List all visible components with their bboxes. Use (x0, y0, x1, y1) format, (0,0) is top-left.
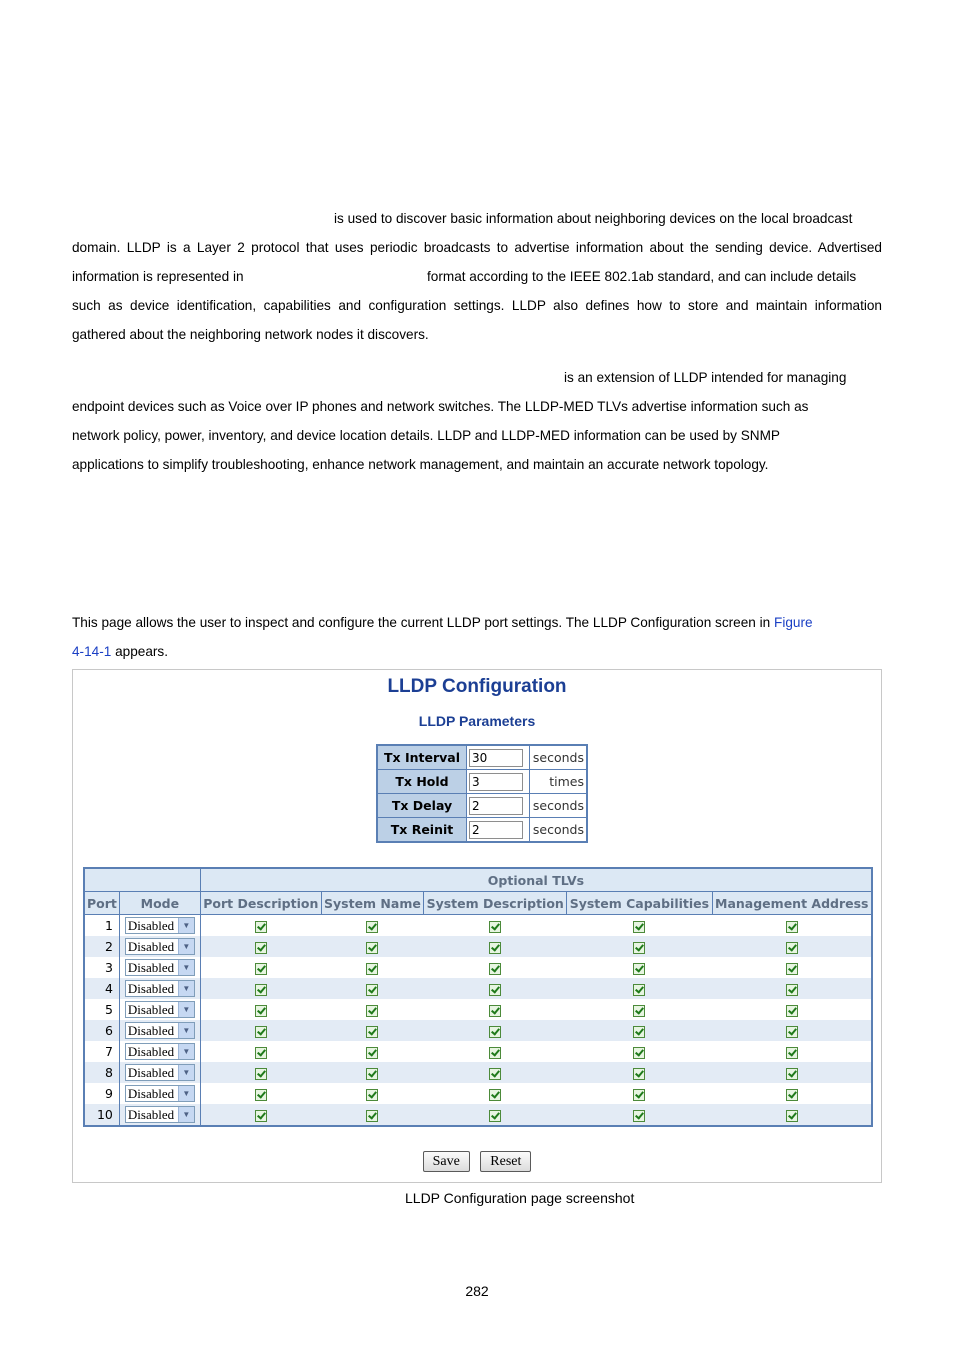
tlv-cell (567, 978, 712, 999)
port-number: 8 (84, 1062, 119, 1083)
param-row (377, 745, 587, 770)
port-number: 6 (84, 1020, 119, 1041)
param-unit: seconds (530, 794, 588, 818)
optional-tlvs-header: Optional TLVs (200, 868, 872, 892)
system-description-checkbox[interactable] (489, 942, 501, 954)
port-number: 10 (84, 1104, 119, 1126)
column-header: Mode (119, 892, 200, 915)
page-number: 282 (465, 1283, 489, 1299)
tlv-cell (424, 978, 567, 999)
column-header: System Name (321, 892, 423, 915)
chevron-down-icon: ▼ (178, 1044, 194, 1059)
tlv-cell (424, 957, 567, 978)
mode-select[interactable] (125, 1085, 195, 1102)
table-row (84, 999, 872, 1020)
tlv-cell (567, 1083, 712, 1104)
tlv-cell (712, 1062, 872, 1083)
tlv-cell (200, 1020, 321, 1041)
tlv-cell (567, 1062, 712, 1083)
mode-cell (119, 999, 200, 1020)
tlv-cell (424, 1041, 567, 1062)
tlv-cell (321, 957, 423, 978)
port-description-checkbox[interactable] (255, 1047, 267, 1059)
port-number: 3 (84, 957, 119, 978)
med-line-3: network policy, power, inventory, and device location details. LLDP and LLDP-MED information can be used by SNMP (72, 428, 780, 443)
med-line-1: is an extension of LLDP intended for managing (564, 370, 847, 385)
table-column-header-row (84, 892, 872, 915)
system-capabilities-checkbox[interactable] (633, 1005, 645, 1017)
system-description-checkbox[interactable] (489, 1005, 501, 1017)
tlv-cell (424, 1083, 567, 1104)
tlv-cell (424, 1020, 567, 1041)
mode-select[interactable] (125, 1022, 195, 1039)
system-description-checkbox[interactable] (489, 1026, 501, 1038)
mode-cell (119, 1020, 200, 1041)
figure-caption: LLDP Configuration page screenshot (405, 1190, 635, 1206)
tlv-cell (321, 1041, 423, 1062)
mode-cell (119, 1083, 200, 1104)
tlv-cell (321, 1020, 423, 1041)
intro-line-3-suffix: format according to the IEEE 802.1ab standard, and can include details (427, 269, 857, 284)
tlv-cell (712, 999, 872, 1020)
param-unit: times (530, 770, 588, 794)
system-name-checkbox[interactable] (366, 1110, 378, 1122)
port-number: 9 (84, 1083, 119, 1104)
mode-select[interactable] (125, 917, 195, 934)
tlv-cell (200, 978, 321, 999)
system-name-checkbox[interactable] (366, 1047, 378, 1059)
param-row (377, 770, 587, 794)
mode-cell (119, 978, 200, 999)
mode-cell (119, 957, 200, 978)
port-number: 2 (84, 936, 119, 957)
tlv-cell (200, 915, 321, 937)
mode-select[interactable] (125, 1064, 195, 1081)
blank-group-header (84, 868, 200, 892)
mode-select[interactable] (125, 938, 195, 955)
tlv-cell (424, 1062, 567, 1083)
tlv-cell (424, 936, 567, 957)
column-header: Port (84, 892, 119, 915)
system-description-checkbox[interactable] (489, 1110, 501, 1122)
column-header: Management Address (712, 892, 872, 915)
tlv-cell (567, 999, 712, 1020)
management-address-checkbox[interactable] (786, 963, 798, 975)
button-bar (73, 1151, 881, 1172)
system-name-checkbox[interactable] (366, 1068, 378, 1080)
chevron-down-icon: ▼ (178, 1023, 194, 1038)
tlv-cell (321, 915, 423, 937)
port-description-checkbox[interactable] (255, 963, 267, 975)
mode-value: Disabled (127, 1064, 175, 1080)
management-address-checkbox[interactable] (786, 1005, 798, 1017)
param-input-cell (467, 818, 530, 843)
chevron-down-icon: ▼ (178, 960, 194, 975)
tlv-cell (567, 936, 712, 957)
param-input[interactable]: 2 (469, 797, 523, 815)
mode-cell (119, 936, 200, 957)
mode-value: Disabled (127, 1001, 175, 1017)
system-capabilities-checkbox[interactable] (633, 1089, 645, 1101)
parameters-subtitle: LLDP Parameters (418, 713, 536, 729)
mode-value: Disabled (127, 938, 175, 954)
mode-select[interactable] (125, 980, 195, 997)
intro-line-3 (72, 262, 882, 291)
tlv-cell (712, 936, 872, 957)
param-unit: seconds (530, 745, 588, 770)
mode-value: Disabled (127, 1022, 175, 1038)
lldp-intro-paragraph (72, 204, 882, 349)
tlv-cell (321, 936, 423, 957)
system-name-checkbox[interactable] (366, 1005, 378, 1017)
tlv-cell (321, 978, 423, 999)
figure-link-b[interactable]: 4-14-1 (72, 644, 112, 659)
system-description-checkbox[interactable] (489, 1089, 501, 1101)
tlv-cell (200, 1041, 321, 1062)
system-name-checkbox[interactable] (366, 942, 378, 954)
param-input-cell (467, 745, 530, 770)
port-number: 4 (84, 978, 119, 999)
system-description-checkbox[interactable] (489, 1047, 501, 1059)
tlv-cell (321, 1062, 423, 1083)
table-row (84, 957, 872, 978)
table-row (84, 915, 872, 937)
column-header: Port Description (200, 892, 321, 915)
tlv-cell (321, 999, 423, 1020)
port-description-checkbox[interactable] (255, 984, 267, 996)
column-header: System Description (424, 892, 567, 915)
screenshot-frame (72, 669, 882, 1183)
mode-value: Disabled (127, 1085, 175, 1101)
port-description-checkbox[interactable] (255, 1089, 267, 1101)
page-intro-line-2 (72, 637, 882, 666)
system-description-checkbox[interactable] (489, 984, 501, 996)
system-name-checkbox[interactable] (366, 1026, 378, 1038)
port-description-checkbox[interactable] (255, 921, 267, 933)
table-row (84, 1104, 872, 1126)
system-capabilities-checkbox[interactable] (633, 1026, 645, 1038)
tlv-cell (424, 915, 567, 937)
table-row (84, 936, 872, 957)
intro-line-5: gathered about the neighboring network nodes it discovers. (72, 327, 429, 342)
param-unit: seconds (530, 818, 588, 843)
system-name-checkbox[interactable] (366, 984, 378, 996)
intro-line-2: domain. LLDP is a Layer 2 protocol that uses periodic broadcasts to advertise information about the sending device. Advertised (72, 240, 882, 255)
mode-cell (119, 1104, 200, 1126)
lldp-med-paragraph (72, 363, 882, 479)
tlv-cell (712, 1104, 872, 1126)
tlv-cell (567, 1104, 712, 1126)
table-row (84, 1062, 872, 1083)
table-row (84, 978, 872, 999)
param-input-cell (467, 794, 530, 818)
system-capabilities-checkbox[interactable] (633, 984, 645, 996)
tlv-cell (200, 999, 321, 1020)
save-button[interactable]: Save (423, 1151, 470, 1172)
param-input[interactable]: 30 (469, 749, 523, 767)
management-address-checkbox[interactable] (786, 1026, 798, 1038)
table-row (84, 1041, 872, 1062)
port-number: 1 (84, 915, 119, 937)
param-row (377, 794, 587, 818)
mode-value: Disabled (127, 959, 175, 975)
tlv-cell (321, 1104, 423, 1126)
chevron-down-icon: ▼ (178, 1086, 194, 1101)
management-address-checkbox[interactable] (786, 942, 798, 954)
tlv-cell (567, 915, 712, 937)
chevron-down-icon: ▼ (178, 939, 194, 954)
tlv-cell (424, 999, 567, 1020)
reset-button[interactable]: Reset (480, 1151, 531, 1172)
mode-select[interactable] (125, 959, 195, 976)
lldp-parameters-table (376, 744, 588, 843)
chevron-down-icon: ▼ (178, 1002, 194, 1017)
port-description-checkbox[interactable] (255, 1068, 267, 1080)
mode-cell (119, 1041, 200, 1062)
figure-link-a[interactable]: Figure (774, 615, 813, 630)
system-description-checkbox[interactable] (489, 1068, 501, 1080)
page-intro-tail: appears. (115, 644, 168, 659)
page-title: LLDP Configuration (387, 676, 567, 697)
tlv-cell (567, 957, 712, 978)
tlv-cell (567, 1020, 712, 1041)
tlv-cell (200, 1083, 321, 1104)
tlv-cell (200, 1104, 321, 1126)
chevron-down-icon: ▼ (178, 918, 194, 933)
system-description-checkbox[interactable] (489, 963, 501, 975)
mode-value: Disabled (127, 980, 175, 996)
med-line-4: applications to simplify troubleshooting, enhance network management, and maintain an accurate network topology. (72, 457, 769, 472)
param-label: Tx Reinit (377, 818, 467, 843)
system-name-checkbox[interactable] (366, 1089, 378, 1101)
intro-line-3-prefix: information is represented in (72, 269, 244, 284)
tlv-cell (200, 1062, 321, 1083)
chevron-down-icon: ▼ (178, 1107, 194, 1122)
tlv-cell (321, 1083, 423, 1104)
mode-value: Disabled (127, 1106, 175, 1122)
tlv-cell (567, 1041, 712, 1062)
tlv-cell (712, 1041, 872, 1062)
mode-select[interactable] (125, 1043, 195, 1060)
page-intro-text: This page allows the user to inspect and configure the current LLDP port settings. The LLDP Configuration screen in (72, 615, 771, 630)
mode-value: Disabled (127, 917, 175, 933)
system-capabilities-checkbox[interactable] (633, 1068, 645, 1080)
tlv-cell (712, 1020, 872, 1041)
param-label: Tx Hold (377, 770, 467, 794)
system-capabilities-checkbox[interactable] (633, 1047, 645, 1059)
tlv-cell (712, 1083, 872, 1104)
tlv-cell (712, 978, 872, 999)
system-description-checkbox[interactable] (489, 921, 501, 933)
management-address-checkbox[interactable] (786, 1089, 798, 1101)
page-intro-paragraph (72, 608, 882, 666)
port-config-table (83, 867, 873, 1127)
system-capabilities-checkbox[interactable] (633, 963, 645, 975)
mode-value: Disabled (127, 1043, 175, 1059)
param-input-cell (467, 770, 530, 794)
system-capabilities-checkbox[interactable] (633, 942, 645, 954)
table-group-header-row (84, 868, 872, 892)
tlv-cell (712, 915, 872, 937)
table-row (84, 1020, 872, 1041)
intro-line-4: such as device identification, capabilities and configuration settings. LLDP also defines how to store and maintain information (72, 298, 882, 313)
mode-select[interactable] (125, 1001, 195, 1018)
param-row (377, 818, 587, 843)
chevron-down-icon: ▼ (178, 981, 194, 996)
management-address-checkbox[interactable] (786, 921, 798, 933)
port-description-checkbox[interactable] (255, 942, 267, 954)
management-address-checkbox[interactable] (786, 1047, 798, 1059)
table-row (84, 1083, 872, 1104)
system-name-checkbox[interactable] (366, 921, 378, 933)
port-description-checkbox[interactable] (255, 1110, 267, 1122)
system-capabilities-checkbox[interactable] (633, 921, 645, 933)
mode-select[interactable] (125, 1106, 195, 1123)
management-address-checkbox[interactable] (786, 1110, 798, 1122)
column-header: System Capabilities (567, 892, 712, 915)
page-intro-line-1 (72, 608, 882, 637)
port-description-checkbox[interactable] (255, 1005, 267, 1017)
param-input[interactable]: 2 (469, 821, 523, 839)
param-input[interactable]: 3 (469, 773, 523, 791)
port-description-checkbox[interactable] (255, 1026, 267, 1038)
chevron-down-icon: ▼ (178, 1065, 194, 1080)
tlv-cell (712, 957, 872, 978)
mode-cell (119, 1062, 200, 1083)
tlv-cell (200, 936, 321, 957)
mode-cell (119, 915, 200, 937)
system-capabilities-checkbox[interactable] (633, 1110, 645, 1122)
param-label: Tx Delay (377, 794, 467, 818)
tlv-cell (424, 1104, 567, 1126)
port-number: 5 (84, 999, 119, 1020)
management-address-checkbox[interactable] (786, 1068, 798, 1080)
param-label: Tx Interval (377, 745, 467, 770)
system-name-checkbox[interactable] (366, 963, 378, 975)
tlv-cell (200, 957, 321, 978)
management-address-checkbox[interactable] (786, 984, 798, 996)
intro-line-1: is used to discover basic information about neighboring devices on the local broadcast (334, 211, 853, 226)
port-number: 7 (84, 1041, 119, 1062)
med-line-2: endpoint devices such as Voice over IP phones and network switches. The LLDP-MED TLVs advertise information such as (72, 399, 809, 414)
